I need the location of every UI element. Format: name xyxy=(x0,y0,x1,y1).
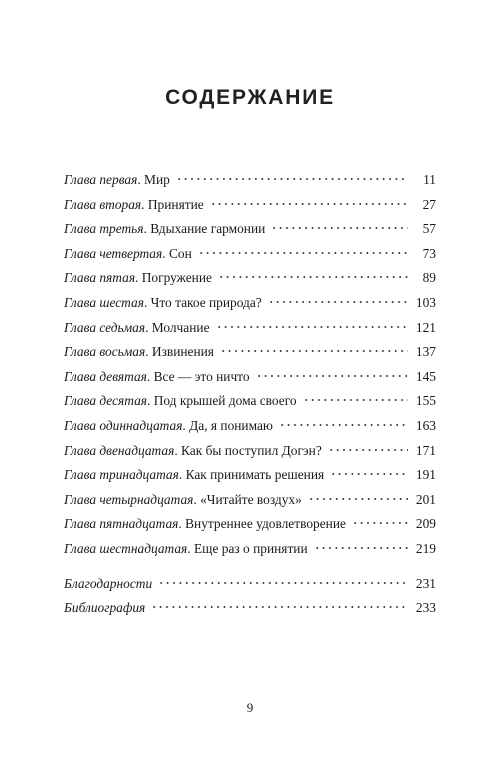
dot-leader xyxy=(216,325,408,329)
dot-leader xyxy=(328,448,408,452)
page-ref: 163 xyxy=(415,417,436,433)
toc-entry xyxy=(64,443,436,468)
toc-entry-text: Глава тринадцатая. Как принимать решения xyxy=(64,467,325,483)
toc-entry-text: Глава пятая. Погружение xyxy=(64,270,212,286)
page-ref: 201 xyxy=(415,491,436,507)
toc-entry xyxy=(64,600,436,625)
dot-leader xyxy=(198,251,408,255)
chapter-label: Глава восьмая xyxy=(64,344,146,360)
chapter-label: Глава вторая xyxy=(64,196,142,212)
dot-leader xyxy=(256,374,408,378)
toc-entry-text xyxy=(64,576,152,592)
chapter-label: Глава первая xyxy=(64,172,138,187)
chapter-title: Что такое природа? xyxy=(150,294,262,310)
dot-leader xyxy=(352,521,408,525)
page-ref: 219 xyxy=(415,540,436,556)
toc-entry-text: Глава первая. Мир xyxy=(64,172,170,187)
toc-entry-text: Глава вторая. Принятие xyxy=(64,196,204,212)
page-ref: 11 xyxy=(423,172,436,187)
page-ref: 155 xyxy=(415,393,436,409)
toc-entry xyxy=(64,369,436,394)
chapter-title: Внутреннее удовлетворение xyxy=(185,516,346,532)
toc-entry-text: Глава восьмая. Извинения xyxy=(64,344,214,360)
chapter-label: Глава третья xyxy=(64,221,144,237)
toc-entry xyxy=(64,576,436,601)
toc-entry-text xyxy=(64,600,145,616)
page-ref: 137 xyxy=(415,344,436,360)
chapter-label: Глава седьмая xyxy=(64,319,146,335)
toc-entry-text: Глава седьмая. Молчание xyxy=(64,319,210,335)
dot-leader xyxy=(268,300,408,304)
dot-leader xyxy=(176,177,408,181)
page-number: 9 xyxy=(246,700,254,715)
chapter-title: Как принимать решения xyxy=(185,467,325,483)
page-ref: 191 xyxy=(415,467,436,483)
chapter-label: Глава девятая xyxy=(64,368,147,384)
page-ref: 231 xyxy=(415,575,436,591)
chapter-label: Глава шестая xyxy=(64,294,144,310)
chapter-title: Все — это ничто xyxy=(153,368,250,384)
toc-entry xyxy=(64,344,436,369)
chapter-label: Глава одиннадцатая xyxy=(64,417,183,433)
toc-entry xyxy=(64,320,436,345)
chapter-label: Глава двенадцатая xyxy=(64,442,175,458)
toc-entry-text: Глава пятнадцатая. Внутреннее удовлетворение xyxy=(64,516,346,532)
page-title: СОДЕРЖАНИЕ xyxy=(165,86,335,109)
toc-entry-text: Глава двенадцатая. Как бы поступил Догэн? xyxy=(64,442,322,458)
chapter-title: Извинения xyxy=(151,344,214,360)
page-ref: 145 xyxy=(415,368,436,384)
dot-leader xyxy=(220,349,408,353)
toc-entry-text: Глава десятая. Под крышей дома своего xyxy=(64,393,297,409)
chapter-title: Да, я понимаю xyxy=(189,417,273,433)
page-ref: 57 xyxy=(422,221,436,237)
toc-entry xyxy=(64,197,436,222)
page-ref: 73 xyxy=(422,245,436,261)
chapter-label: Глава четвертая xyxy=(64,245,163,261)
toc-entry-text: Глава одиннадцатая. Да, я понимаю xyxy=(64,417,273,433)
toc-entry xyxy=(64,246,436,271)
chapter-title: Погружение xyxy=(141,270,212,286)
page-ref: 171 xyxy=(415,442,436,458)
toc-entry xyxy=(64,492,436,517)
toc-entry-text: Глава четырнадцатая. «Читайте воздух» xyxy=(64,491,302,507)
chapter-label: Глава шестнадцатая xyxy=(64,540,188,556)
chapter-title: Сон xyxy=(168,245,192,261)
dot-leader xyxy=(271,226,408,230)
toc-entry-text: Глава шестая. Что такое природа? xyxy=(64,294,262,310)
toc-entry xyxy=(64,295,436,320)
dot-leader xyxy=(158,581,408,585)
page-ref: 27 xyxy=(422,196,436,212)
toc-entry xyxy=(64,221,436,246)
dot-leader xyxy=(308,497,408,501)
toc-entry xyxy=(64,172,436,197)
toc-entry-text: Глава шестнадцатая. Еще раз о принятии xyxy=(64,540,308,556)
toc-entry xyxy=(64,516,436,541)
chapter-label: Библиография xyxy=(64,600,146,616)
page-ref: 121 xyxy=(415,319,436,335)
toc-entry xyxy=(64,418,436,443)
dot-leader xyxy=(303,398,408,402)
toc-entry-text: Глава третья. Вдыхание гармонии xyxy=(64,221,266,237)
dot-leader xyxy=(330,472,408,476)
toc-entry-text: Глава четвертая. Сон xyxy=(64,245,192,261)
toc-entry xyxy=(64,270,436,295)
chapter-label: Глава тринадцатая xyxy=(64,467,179,483)
chapter-title: Мир xyxy=(144,172,170,187)
toc-entry xyxy=(64,393,436,418)
toc-entry xyxy=(64,467,436,492)
chapter-label: Благодарности xyxy=(64,575,153,591)
chapter-label: Глава десятая xyxy=(64,393,147,409)
chapter-title: Молчание xyxy=(151,319,210,335)
chapter-title: Как бы поступил Догэн? xyxy=(181,442,322,458)
chapter-title: Принятие xyxy=(147,196,204,212)
page-ref: 209 xyxy=(415,516,436,532)
dot-leader xyxy=(218,275,408,279)
chapter-title: Вдыхание гармонии xyxy=(150,221,266,237)
chapter-title: Под крышей дома своего xyxy=(153,393,297,409)
dot-leader xyxy=(314,546,408,550)
chapter-label: Глава четырнадцатая xyxy=(64,491,194,507)
chapter-label: Глава пятнадцатая xyxy=(64,516,179,532)
table-of-contents xyxy=(64,172,436,625)
toc-entry-text: Глава девятая. Все — это ничто xyxy=(64,368,250,384)
chapter-title: Еще раз о принятии xyxy=(193,540,308,556)
page-ref: 103 xyxy=(415,294,436,310)
dot-leader xyxy=(151,605,408,609)
page-ref: 233 xyxy=(415,600,436,616)
toc-entry xyxy=(64,541,436,566)
chapter-label: Глава пятая xyxy=(64,270,136,286)
dot-leader xyxy=(279,423,408,427)
dot-leader xyxy=(210,202,408,206)
chapter-title: «Читайте воздух» xyxy=(200,491,302,507)
page-ref: 89 xyxy=(422,270,436,286)
